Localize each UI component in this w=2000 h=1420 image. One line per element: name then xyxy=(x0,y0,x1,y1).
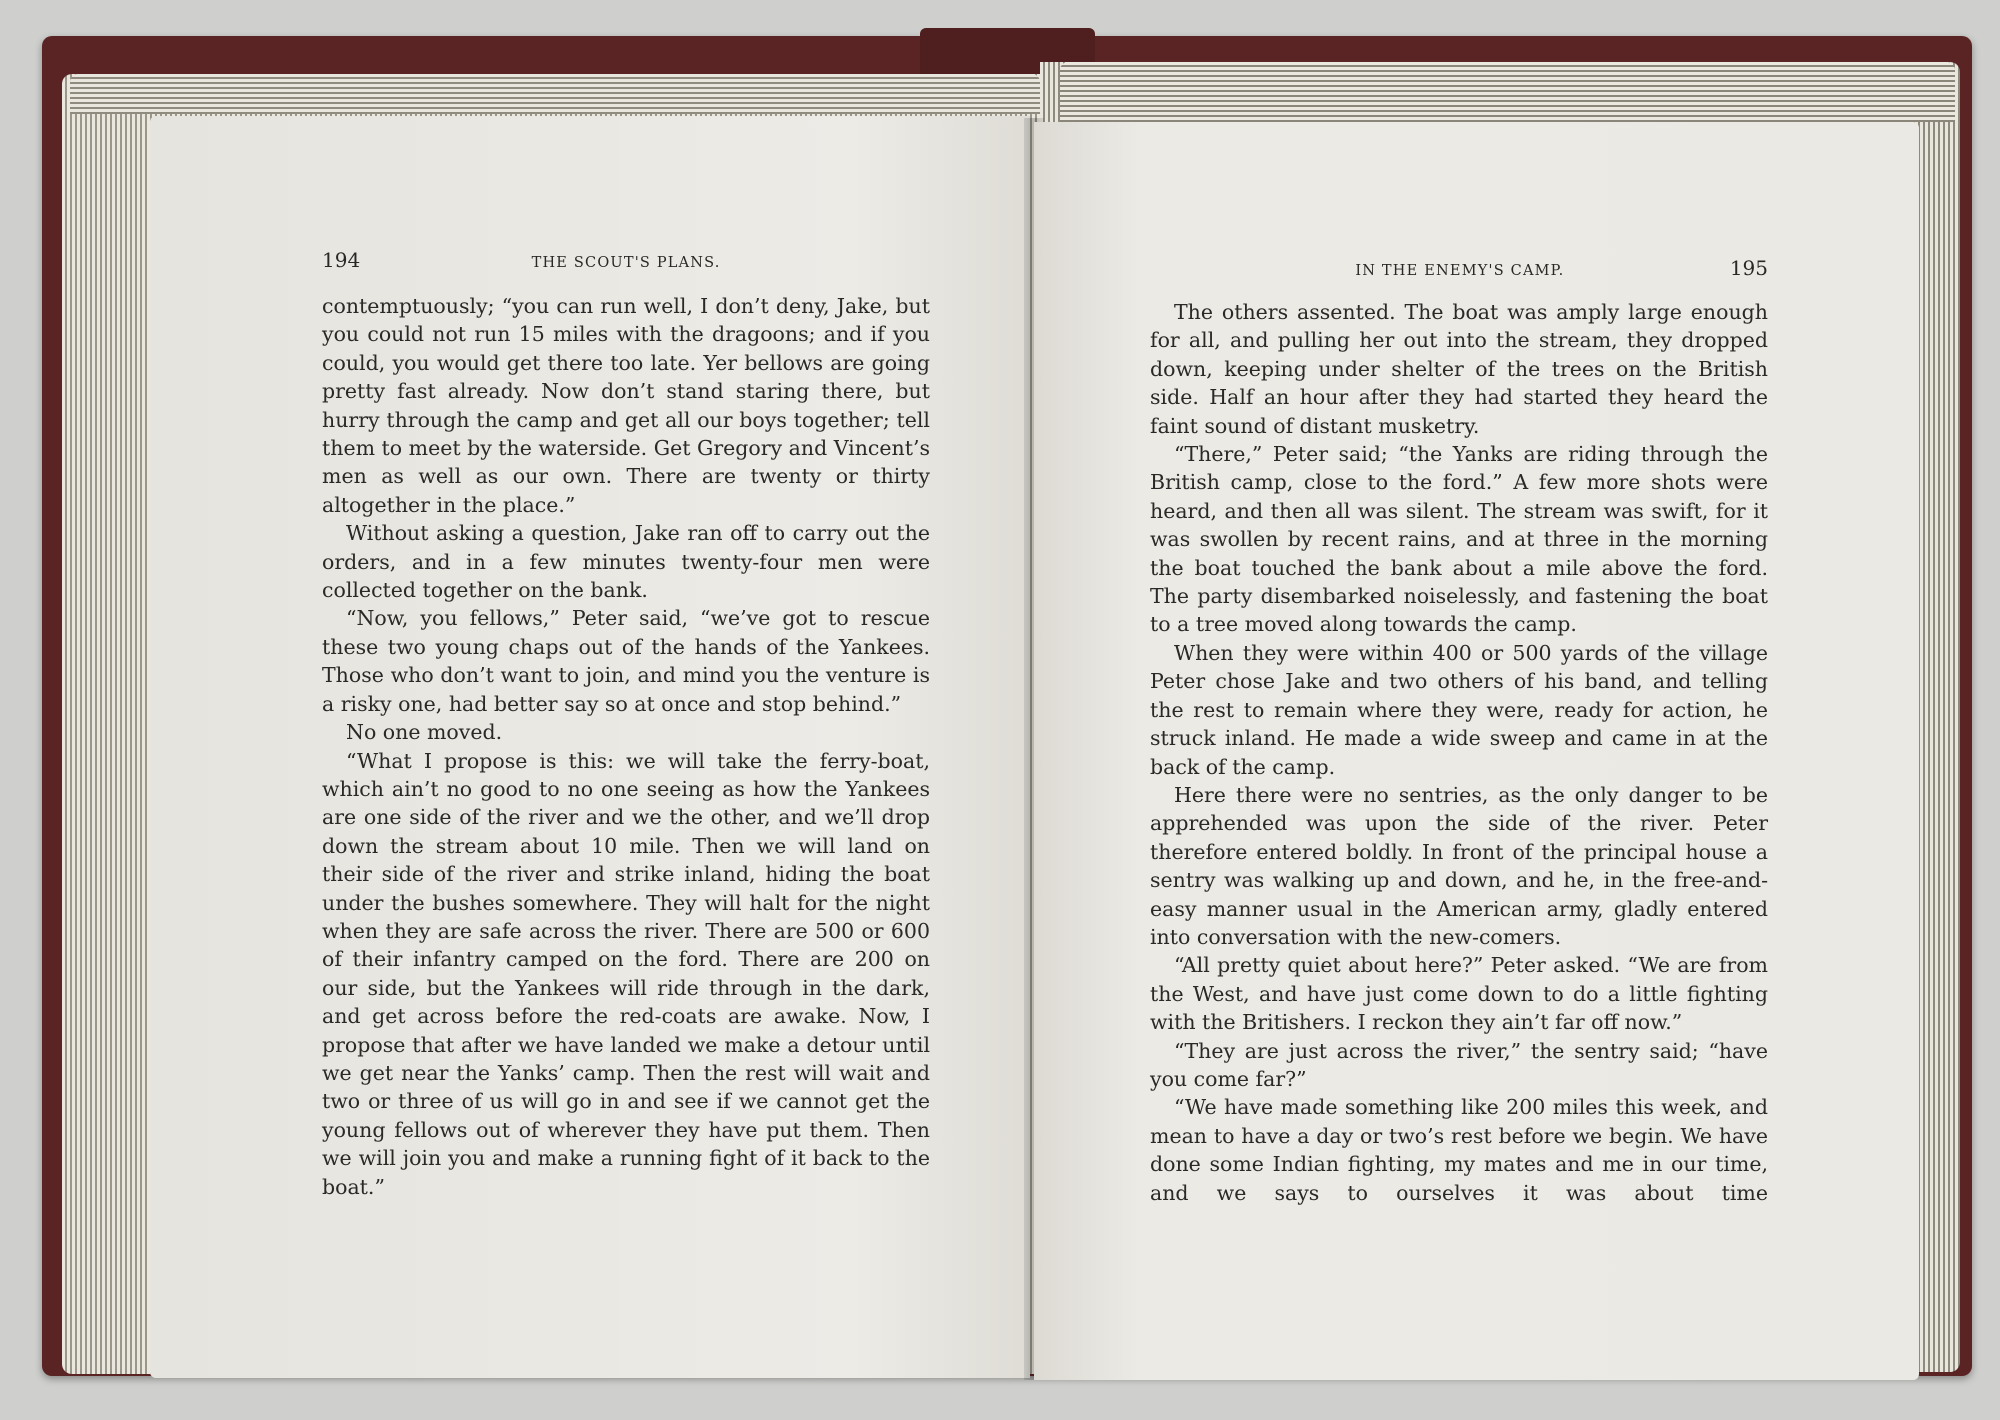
paragraph: contemptuously; “you can run well, I don’t deny, Jake, but you could not run 15 miles with the dragoons; and if you could, you would get there too late. Yer bellows are going pretty fast already. Now don’t stand staring there, but hurry through the camp and get all our boys together; tell them to meet by the waterside. Get Gregory and Vincent’s men as well as our own. There are twenty or thirty altogether in the place.” xyxy=(322,294,930,517)
paragraph: “Now, you fellows,” Peter said, “we’ve got to rescue these two young chaps out of the hands of the Yankees. Those who don’t want to join, and mind you the venture is a risky one, had better say so at once and stop behind.” xyxy=(322,606,930,716)
paragraph: “There,” Peter said; “the Yanks are riding through the British camp, close to the ford.” A few more shots were heard, and then all was silent. The stream was swift, for it was swollen by recent rains, and at three in the morning the boat touched the bank about a mile above the ford. The party disembarked noiselessly, and fastening the boat to a tree moved along towards the camp. xyxy=(1150,442,1768,637)
page-number: 194 xyxy=(322,248,361,272)
paragraph: “What I propose is this: we will take the ferry-boat, which ain’t no good to no one seeing as how the Yankees are one side of the river and we the other, and we’ll drop down the stream about 10 mile. Then we will land on their side of the river and strike inland, hiding the boat under the bushes somewhere. They will halt for the night when they are safe across the river. There are 500 or 600 of their infantry camped on the ford. There are 200 on our side, but the Yankees will ride through in the dark, and get across before the red-coats are awake. Now, I propose that after we have landed we make a detour until we get near the Yanks’ camp. Then the rest will wait and two or three of us will go in and see if we cannot get the young fellows out of wherever they have put them. Then we will join you and make a running fight of it back to the boat.” xyxy=(322,748,930,1199)
right-page-body xyxy=(1150,298,1768,1207)
page-number: 195 xyxy=(1729,256,1768,280)
paragraph: The others assented. The boat was amply large enough for all, and pulling her out into the stream, they dropped down, keeping under shelter of the trees on the British side. Half an hour after they had started they heard the faint sound of distant musketry. xyxy=(1150,300,1768,438)
paragraph: When they were within 400 or 500 yards of the village Peter chose Jake and two others of his band, and telling the rest to remain where they were, ready for action, he struck inland. He made a wide sweep and came in at the back of the camp. xyxy=(1150,640,1768,779)
paragraph: “All pretty quiet about here?” Peter asked. “We are from the West, and have just come down to do a little fighting with the Britishers. I reckon they ain’t far off now.” xyxy=(1150,953,1768,1035)
left-page-body xyxy=(322,292,930,1201)
left-page-edges-top xyxy=(70,74,1040,114)
right-page-edges-top xyxy=(1060,62,1955,122)
left-page-header xyxy=(322,248,932,272)
paragraph: “They are just across the river,” the sentry said; “have you come far?” xyxy=(1150,1038,1768,1091)
running-title: IN THE ENEMY'S CAMP. xyxy=(1355,263,1565,279)
paragraph: Here there were no sentries, as the only danger to be apprehended was upon the side of the river. Peter therefore entered boldly. In front of the principal house a sentry was walking up and down, and he, in the free-and-easy manner usual in the American army, gladly entered into conversation with the new-comers. xyxy=(1150,782,1768,949)
paragraph: No one moved. xyxy=(346,720,503,745)
running-title: THE SCOUT'S PLANS. xyxy=(531,255,721,271)
right-page-header xyxy=(1150,256,1768,280)
paragraph: “We have made something like 200 miles this week, and mean to have a day or two’s rest before we begin. We have done some Indian fighting, my mates and me in our time, and we says to ourselves it was about time xyxy=(1150,1095,1768,1205)
paragraph: Without asking a question, Jake ran off to carry out the orders, and in a few minutes twenty-four men were collected together on the bank. xyxy=(322,521,930,603)
